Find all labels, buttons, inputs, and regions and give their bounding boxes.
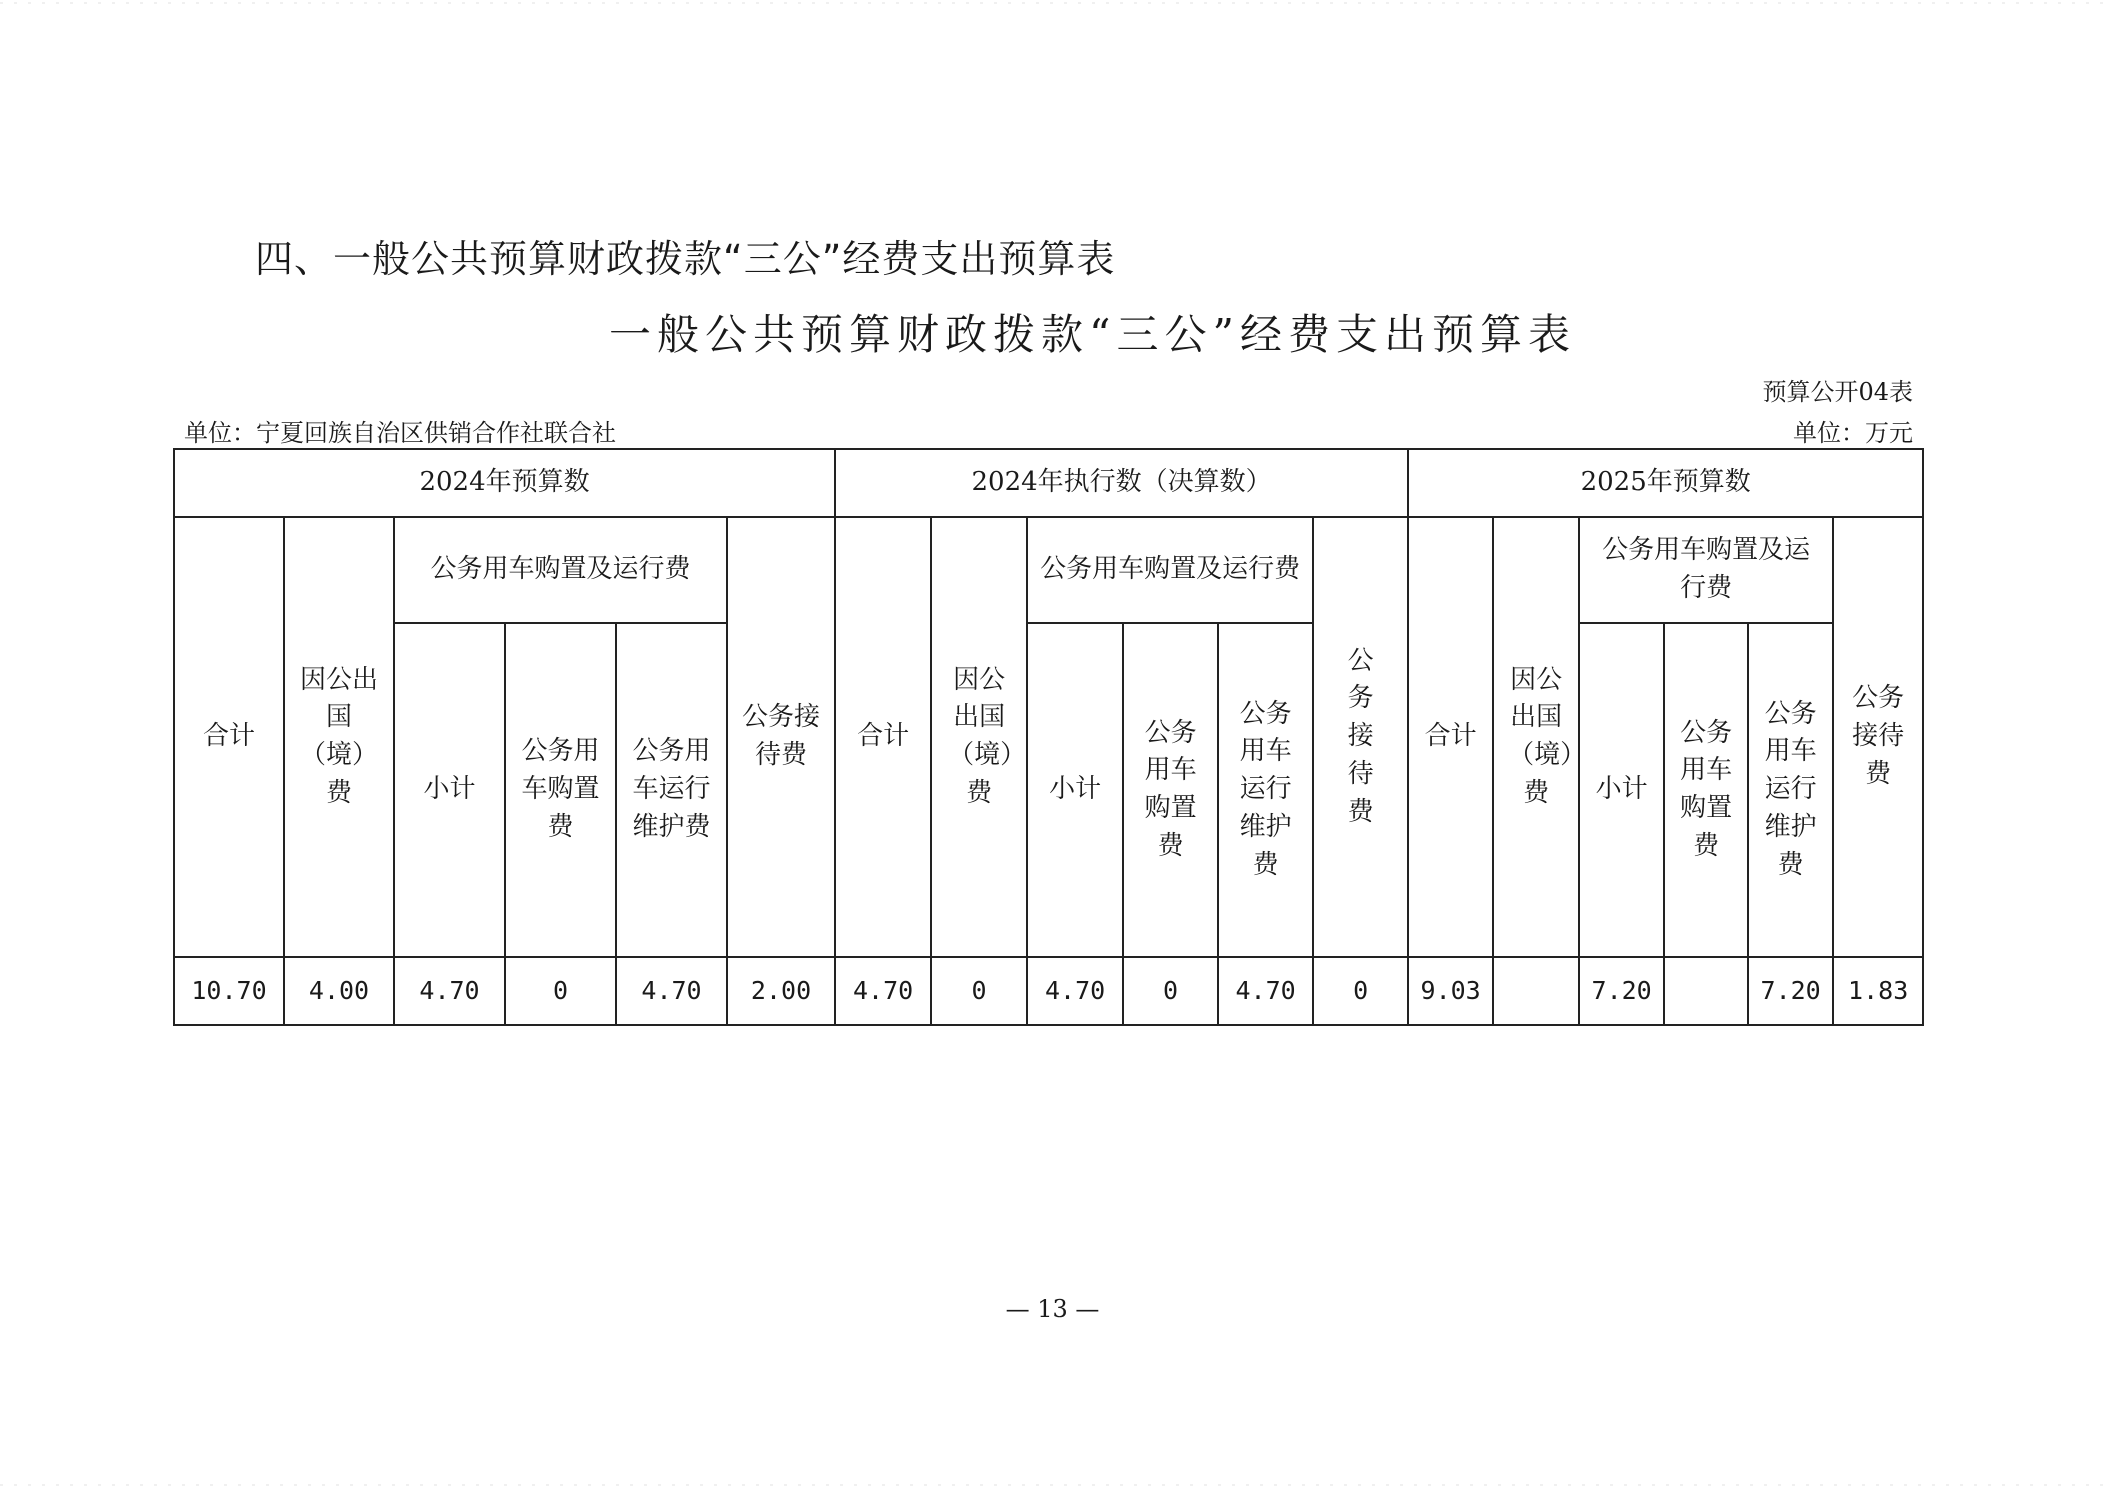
cell-2024-budget-abroad: 4.00 [284,957,394,1025]
col-header-vehicle: 公务用车购置及运行费 [1027,517,1313,623]
section-title: 四、一般公共预算财政拨款“三公”经费支出预算表 [255,237,1116,281]
col-header-abroad: 因公出国（境）费 [284,517,394,957]
col-header-total: 合计 [174,517,284,957]
main-title: 一般公共预算财政拨款“三公”经费支出预算表 [609,310,1576,359]
cell-2025-budget-abroad [1493,957,1579,1025]
cell-2025-budget-total: 9.03 [1408,957,1493,1025]
col-header-vehicle-purchase: 公务用车购置费 [1664,623,1748,957]
col-header-subtotal: 小计 [1027,623,1123,957]
col-header-total: 合计 [835,517,931,957]
col-header-reception: 公务接待费 [1833,517,1923,957]
cell-2025-budget-vehicle-maintenance: 7.20 [1748,957,1833,1025]
page-number: — 13 — [1005,1295,1100,1323]
group-header-2024-budget: 2024年预算数 [174,449,835,517]
cell-2024-budget-reception: 2.00 [727,957,835,1025]
col-header-abroad: 因公出国（境）费 [931,517,1027,957]
three-public-expenses-table [173,448,1924,1026]
cell-2025-budget-vehicle-subtotal: 7.20 [1579,957,1664,1025]
cell-2024-exec-vehicle-subtotal: 4.70 [1027,957,1123,1025]
cell-2024-budget-total: 10.70 [174,957,284,1025]
cell-2024-budget-vehicle-subtotal: 4.70 [394,957,505,1025]
scan-edge-top [0,2,2105,4]
col-header-vehicle-maintenance: 公务用车运行维护费 [1748,623,1833,957]
cell-2024-exec-vehicle-purchase: 0 [1123,957,1218,1025]
cell-2025-budget-reception: 1.83 [1833,957,1923,1025]
col-header-subtotal: 小计 [394,623,505,957]
col-header-reception: 公务接待费 [1313,517,1408,957]
cell-2025-budget-vehicle-purchase [1664,957,1748,1025]
col-header-vehicle: 公务用车购置及运行费 [394,517,727,623]
cell-2024-exec-reception: 0 [1313,957,1408,1025]
col-header-vehicle-maintenance: 公务用车运行维护费 [616,623,727,957]
group-header-2024-execution: 2024年执行数（决算数） [835,449,1408,517]
col-header-vehicle-purchase: 公务用车购置费 [505,623,616,957]
cell-2024-exec-vehicle-maintenance: 4.70 [1218,957,1313,1025]
unit-currency: 单位：万元 [1793,419,1913,447]
group-header-2025-budget: 2025年预算数 [1408,449,1923,517]
cell-2024-exec-abroad: 0 [931,957,1027,1025]
cell-2024-budget-vehicle-maintenance: 4.70 [616,957,727,1025]
scan-edge-bottom [0,1484,2105,1486]
table-code: 预算公开04表 [1762,378,1913,406]
col-header-vehicle-maintenance: 公务用车运行维护费 [1218,623,1313,957]
col-header-total: 合计 [1408,517,1493,957]
col-header-abroad: 因公出国（境）费 [1493,517,1579,957]
cell-2024-budget-vehicle-purchase: 0 [505,957,616,1025]
unit-organization: 单位：宁夏回族自治区供销合作社联合社 [184,419,616,447]
cell-2024-exec-total: 4.70 [835,957,931,1025]
col-header-vehicle: 公务用车购置及运行费 [1579,517,1833,623]
col-header-reception: 公务接待费 [727,517,835,957]
col-header-subtotal: 小计 [1579,623,1664,957]
col-header-vehicle-purchase: 公务用车购置费 [1123,623,1218,957]
